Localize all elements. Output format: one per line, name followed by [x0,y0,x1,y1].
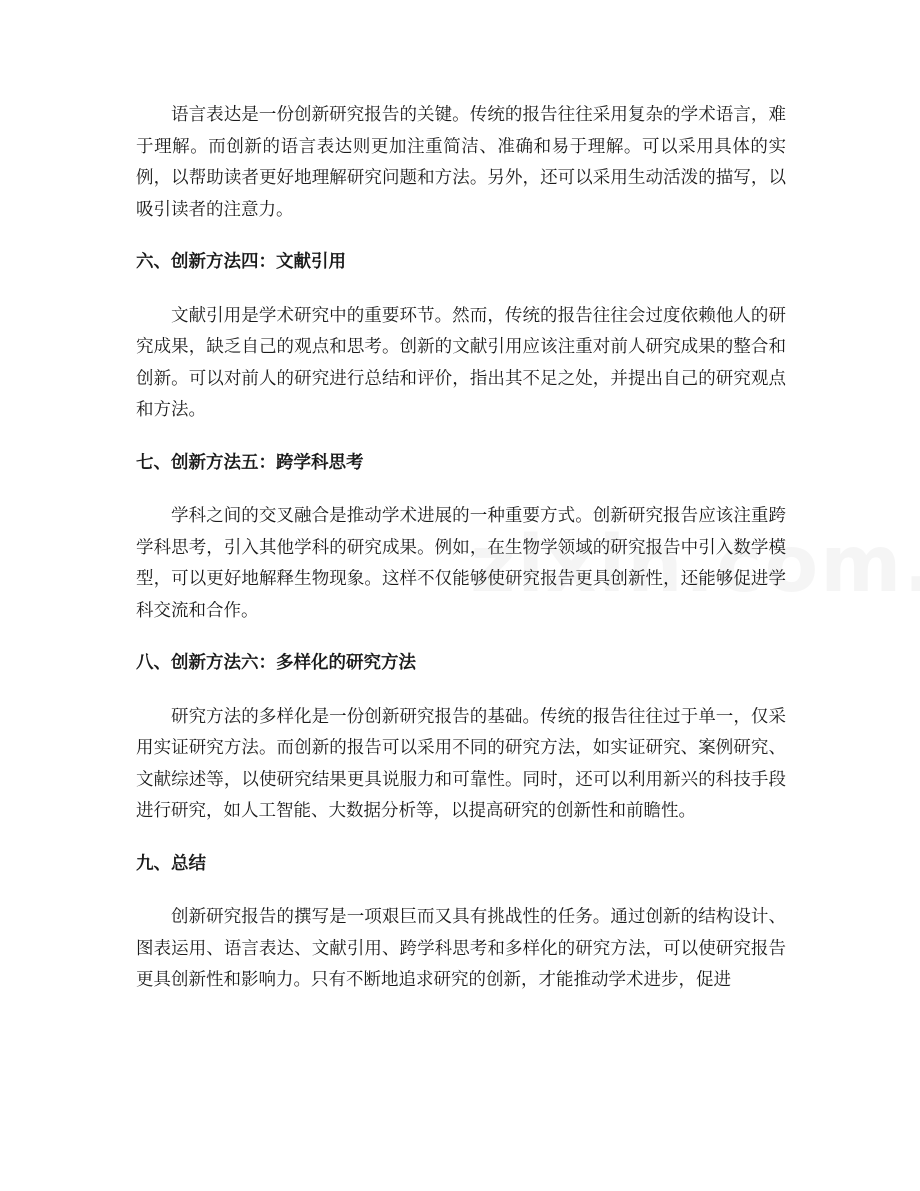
paragraph-interdisciplinary: 学科之间的交叉融合是推动学术进展的一种重要方式。创新研究报告应该注重跨学科思考，引入其他学科的研究成果。例如，在生物学领域的研究报告中引入数学模型，可以更好地解释生物现象。这样不仅能够使研究报告更具创新性，还能够促进学科交流和合作。 [136,506,786,621]
document-body [136,100,786,997]
paragraph-literature-citation: 文献引用是学术研究中的重要环节。然而，传统的报告往往会过度依赖他人的研究成果，缺乏自己的观点和思考。创新的文献引用应该注重对前人研究成果的整合和创新。可以对前人的研究进行总结和评价，指出其不足之处，并提出自己的研究观点和方法。 [136,305,786,420]
section-heading-7: 七、创新方法五：跨学科思考 [136,452,364,473]
section-heading-9: 九、总结 [136,853,206,874]
paragraph-diverse-methods: 研究方法的多样化是一份创新研究报告的基础。传统的报告往往过于单一，仅采用实证研究方法。而创新的报告可以采用不同的研究方法，如实证研究、案例研究、文献综述等，以使研究结果更具说服力和可靠性。同时，还可以利用新兴的科技手段进行研究，如人工智能、大数据分析等，以提高研究的创新性和前瞻性。 [136,706,786,821]
paragraph-language-expression: 语言表达是一份创新研究报告的关键。传统的报告往往采用复杂的学术语言，难于理解。而创新的语言表达则更加注重简洁、准确和易于理解。可以采用具体的实例，以帮助读者更好地理解研究问题和方法。另外，还可以采用生动活泼的描写，以吸引读者的注意力。 [136,105,786,220]
section-heading-6: 六、创新方法四：文献引用 [136,252,346,272]
paragraph-summary: 创新研究报告的撰写是一项艰巨而又具有挑战性的任务。通过创新的结构设计、图表运用、语言表达、文献引用、跨学科思考和多样化的研究方法，可以使研究报告更具创新性和影响力。只有不断地追求研究的创新，才能推动学术进步，促进 [136,907,786,990]
section-heading-8: 八、创新方法六：多样化的研究方法 [136,653,416,673]
